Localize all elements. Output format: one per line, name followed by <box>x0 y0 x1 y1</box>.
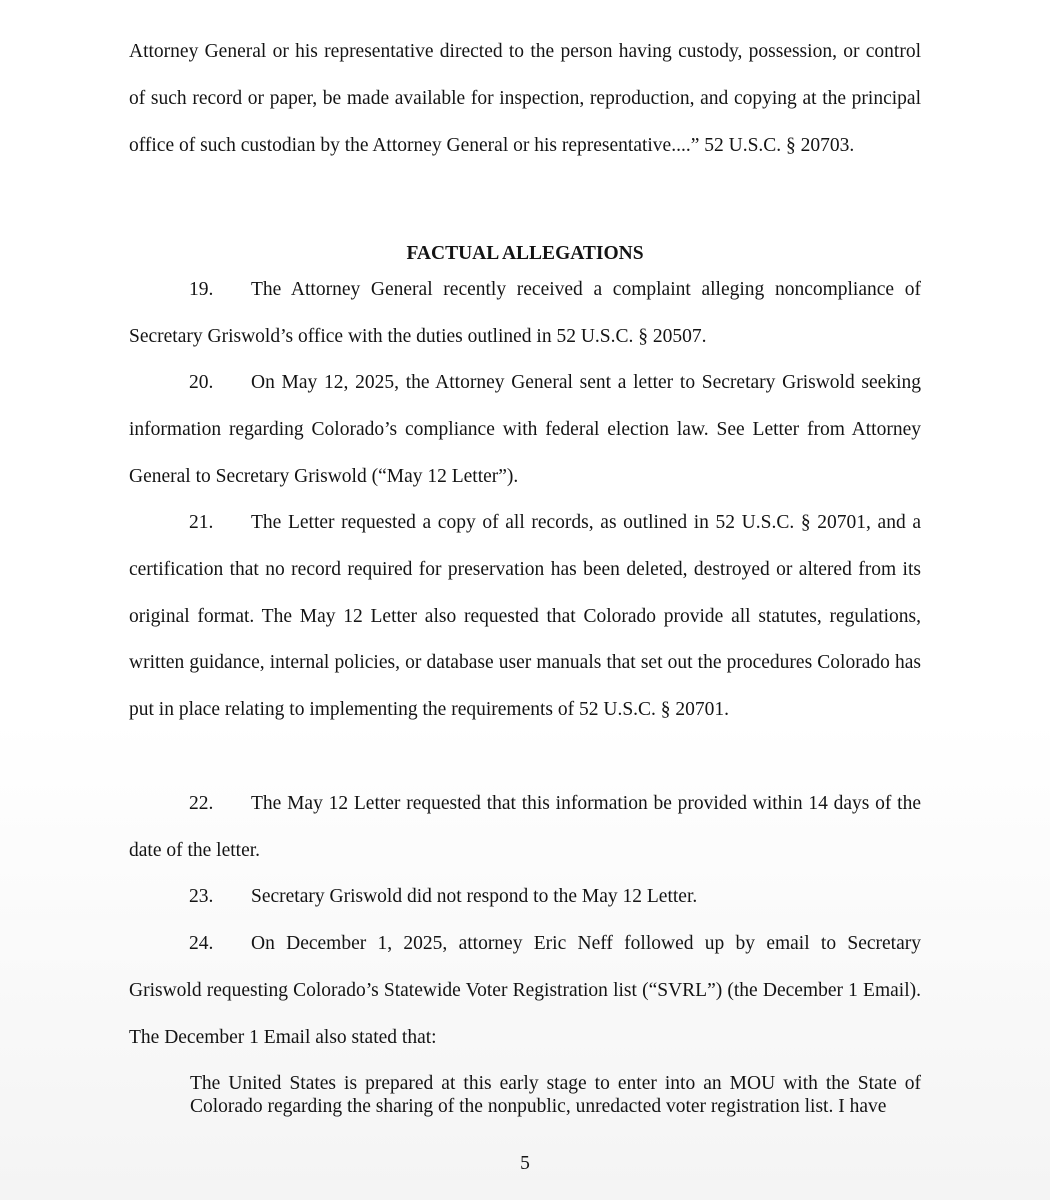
paragraph-number: 24. <box>189 933 214 954</box>
paragraph-20 <box>129 360 921 500</box>
paragraph-22 <box>129 781 921 875</box>
paragraph-number: 21. <box>189 512 214 533</box>
paragraph-23 <box>129 874 921 921</box>
paragraph-19 <box>129 267 921 361</box>
paragraph-text: On December 1, 2025, attorney Eric Neff followed up by email to Secretary Griswold requesting Colorado’s Statewide Voter Registration list (“SVRL”) (the December 1 Email). The December 1 Email also stated that: <box>129 933 921 1048</box>
paragraph-number: 20. <box>189 372 214 393</box>
paragraph-number: 23. <box>189 886 214 907</box>
paragraph-text: The Attorney General recently received a complaint alleging noncompliance of Secretary Griswold’s office with the duties outlined in 52 U.S.C. § 20507. <box>129 279 921 347</box>
continuation-paragraph: Attorney General or his representative directed to the person having custody, possession, or control of such record or paper, be made available for inspection, reproduction, and copying at the principal office of such custodian by the Attorney General or his representative....” 52 U.S.C. § 20703. <box>129 41 921 156</box>
block-quote: The United States is prepared at this early stage to enter into an MOU with the State of Colorado regarding the sharing of the nonpublic, unredacted voter registration list. I have <box>190 1073 921 1117</box>
paragraph-number: 22. <box>189 793 214 814</box>
paragraph-21 <box>129 500 921 734</box>
paragraph-number: 19. <box>189 279 214 300</box>
paragraph-text: On May 12, 2025, the Attorney General sent a letter to Secretary Griswold seeking information regarding Colorado’s compliance with federal election law. See Letter from Attorney General to Secretary Griswold (“May 12 Letter”). <box>129 372 921 487</box>
paragraph-24 <box>129 921 921 1061</box>
page-number: 5 <box>520 1153 530 1174</box>
section-heading: FACTUAL ALLEGATIONS <box>406 243 644 264</box>
paragraph-text: The Letter requested a copy of all records, as outlined in 52 U.S.C. § 20701, and a certification that no record required for preservation has been deleted, destroyed or altered from its original format. The May 12 Letter also requested that Colorado provide all statutes, regulations, written guidance, internal policies, or database user manuals that set out the procedures Colorado has put in place relating to implementing the requirements of 52 U.S.C. § 20701. <box>129 512 921 721</box>
paragraph-text: Secretary Griswold did not respond to the May 12 Letter. <box>251 886 698 907</box>
paragraph-text: The May 12 Letter requested that this information be provided within 14 days of the date of the letter. <box>129 793 921 861</box>
